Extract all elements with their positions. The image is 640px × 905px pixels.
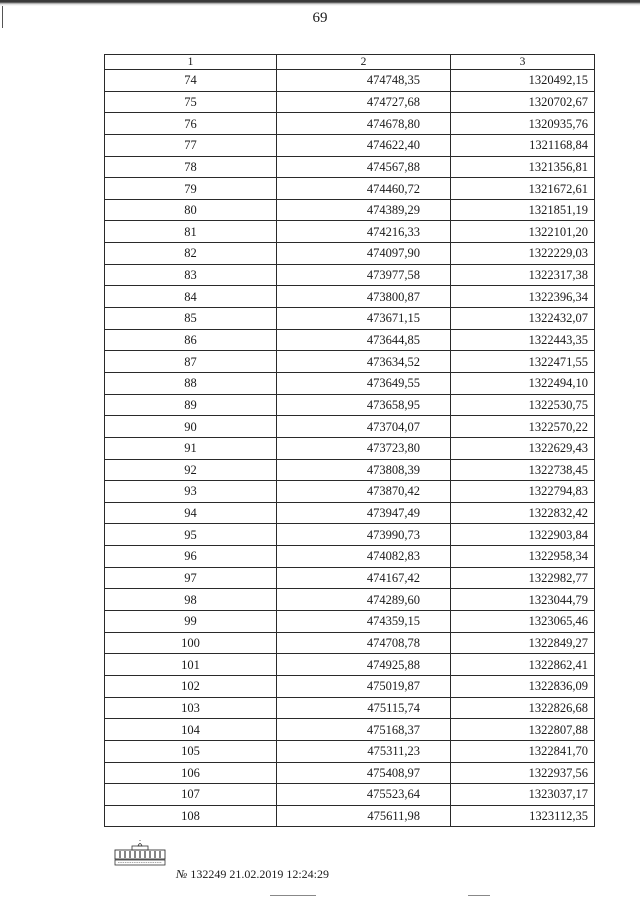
- x-coordinate-cell: 473644,85: [277, 329, 451, 351]
- table-row: [105, 351, 595, 373]
- table-row: [105, 459, 595, 481]
- point-number-cell: 91: [105, 437, 277, 459]
- table-row: [105, 264, 595, 286]
- x-coordinate-cell: 474216,33: [277, 221, 451, 243]
- y-coordinate-cell: 1323065,46: [451, 611, 595, 633]
- point-number-cell: 90: [105, 416, 277, 438]
- point-number-cell: 105: [105, 740, 277, 762]
- x-coordinate-cell: 474082,83: [277, 546, 451, 568]
- table-row: [105, 221, 595, 243]
- point-number-cell: 93: [105, 481, 277, 503]
- y-coordinate-cell: 1322317,38: [451, 264, 595, 286]
- table-row: [105, 329, 595, 351]
- table-row: [105, 156, 595, 178]
- table-row: [105, 199, 595, 221]
- y-coordinate-cell: 1320935,76: [451, 113, 595, 135]
- point-number-cell: 108: [105, 805, 277, 827]
- x-coordinate-cell: 474567,88: [277, 156, 451, 178]
- y-coordinate-cell: 1320702,67: [451, 91, 595, 113]
- point-number-cell: 97: [105, 567, 277, 589]
- registration-footer: [176, 867, 329, 882]
- y-coordinate-cell: 1321672,61: [451, 178, 595, 200]
- x-coordinate-cell: 473800,87: [277, 286, 451, 308]
- y-coordinate-cell: 1322841,70: [451, 740, 595, 762]
- y-coordinate-cell: 1322836,09: [451, 675, 595, 697]
- x-coordinate-cell: 474359,15: [277, 611, 451, 633]
- x-coordinate-cell: 473704,07: [277, 416, 451, 438]
- scan-bottom-mark: [270, 895, 316, 896]
- table-row: [105, 243, 595, 265]
- point-number-cell: 98: [105, 589, 277, 611]
- x-coordinate-cell: 474925,88: [277, 654, 451, 676]
- x-coordinate-cell: 474460,72: [277, 178, 451, 200]
- y-coordinate-cell: 1322494,10: [451, 372, 595, 394]
- column-header-x: 2: [277, 55, 451, 70]
- y-coordinate-cell: 1322807,88: [451, 719, 595, 741]
- x-coordinate-cell: 473870,42: [277, 481, 451, 503]
- table-row: [105, 589, 595, 611]
- table-row: [105, 372, 595, 394]
- x-coordinate-cell: 473649,55: [277, 372, 451, 394]
- column-header-y: 3: [451, 55, 595, 70]
- table-row: [105, 481, 595, 503]
- point-number-cell: 81: [105, 221, 277, 243]
- table-row: [105, 697, 595, 719]
- point-number-cell: 104: [105, 719, 277, 741]
- table-row: [105, 546, 595, 568]
- table-row: [105, 805, 595, 827]
- point-number-cell: 89: [105, 394, 277, 416]
- y-coordinate-cell: 1321356,81: [451, 156, 595, 178]
- y-coordinate-cell: 1322862,41: [451, 654, 595, 676]
- point-number-cell: 92: [105, 459, 277, 481]
- point-number-cell: 83: [105, 264, 277, 286]
- point-number-cell: 79: [105, 178, 277, 200]
- x-coordinate-cell: 473990,73: [277, 524, 451, 546]
- x-coordinate-cell: 475408,97: [277, 762, 451, 784]
- table-row: [105, 611, 595, 633]
- y-coordinate-cell: 1322937,56: [451, 762, 595, 784]
- x-coordinate-cell: 474167,42: [277, 567, 451, 589]
- point-number-cell: 77: [105, 134, 277, 156]
- table-row: [105, 416, 595, 438]
- y-coordinate-cell: 1323044,79: [451, 589, 595, 611]
- table-row: [105, 286, 595, 308]
- point-number-cell: 106: [105, 762, 277, 784]
- point-number-cell: 101: [105, 654, 277, 676]
- point-number-cell: 87: [105, 351, 277, 373]
- x-coordinate-cell: 475168,37: [277, 719, 451, 741]
- government-building-seal-icon: [112, 840, 168, 870]
- y-coordinate-cell: 1322832,42: [451, 502, 595, 524]
- point-number-cell: 85: [105, 308, 277, 330]
- table-row: [105, 437, 595, 459]
- y-coordinate-cell: 1322432,07: [451, 308, 595, 330]
- table-row: [105, 740, 595, 762]
- y-coordinate-cell: 1322396,34: [451, 286, 595, 308]
- y-coordinate-cell: 1322738,45: [451, 459, 595, 481]
- y-coordinate-cell: 1322530,75: [451, 394, 595, 416]
- table-row: [105, 308, 595, 330]
- number-sign: №: [176, 867, 188, 881]
- y-coordinate-cell: 1323112,35: [451, 805, 595, 827]
- table-row: [105, 675, 595, 697]
- x-coordinate-cell: 474389,29: [277, 199, 451, 221]
- point-number-cell: 94: [105, 502, 277, 524]
- x-coordinate-cell: 473977,58: [277, 264, 451, 286]
- point-number-cell: 88: [105, 372, 277, 394]
- point-number-cell: 86: [105, 329, 277, 351]
- y-coordinate-cell: 1322629,43: [451, 437, 595, 459]
- point-number-cell: 96: [105, 546, 277, 568]
- x-coordinate-cell: 474708,78: [277, 632, 451, 654]
- y-coordinate-cell: 1322101,20: [451, 221, 595, 243]
- x-coordinate-cell: 475019,87: [277, 675, 451, 697]
- table-row: [105, 567, 595, 589]
- x-coordinate-cell: 473634,52: [277, 351, 451, 373]
- y-coordinate-cell: 1322849,27: [451, 632, 595, 654]
- y-coordinate-cell: 1322903,84: [451, 524, 595, 546]
- point-number-cell: 84: [105, 286, 277, 308]
- table-header-row: [105, 55, 595, 70]
- page-number: 69: [312, 10, 328, 26]
- x-coordinate-cell: 475115,74: [277, 697, 451, 719]
- point-number-cell: 103: [105, 697, 277, 719]
- y-coordinate-cell: 1322570,22: [451, 416, 595, 438]
- point-number-cell: 100: [105, 632, 277, 654]
- column-header-point: 1: [105, 55, 277, 70]
- table-row: [105, 784, 595, 806]
- x-coordinate-cell: 474748,35: [277, 70, 451, 92]
- table-row: [105, 502, 595, 524]
- point-number-cell: 75: [105, 91, 277, 113]
- registration-text: 132249 21.02.2019 12:24:29: [190, 867, 329, 881]
- table-row: [105, 91, 595, 113]
- scan-bottom-mark: [468, 895, 490, 896]
- coordinates-table: [104, 54, 595, 827]
- y-coordinate-cell: 1320492,15: [451, 70, 595, 92]
- point-number-cell: 107: [105, 784, 277, 806]
- table-row: [105, 134, 595, 156]
- x-coordinate-cell: 473658,95: [277, 394, 451, 416]
- table-body: [105, 70, 595, 827]
- x-coordinate-cell: 473947,49: [277, 502, 451, 524]
- table-row: [105, 719, 595, 741]
- table-row: [105, 524, 595, 546]
- table-row: [105, 113, 595, 135]
- y-coordinate-cell: 1321851,19: [451, 199, 595, 221]
- table-row: [105, 762, 595, 784]
- y-coordinate-cell: 1322443,35: [451, 329, 595, 351]
- x-coordinate-cell: 474097,90: [277, 243, 451, 265]
- table-row: [105, 178, 595, 200]
- x-coordinate-cell: 474289,60: [277, 589, 451, 611]
- point-number-cell: 78: [105, 156, 277, 178]
- point-number-cell: 76: [105, 113, 277, 135]
- y-coordinate-cell: 1322982,77: [451, 567, 595, 589]
- point-number-cell: 102: [105, 675, 277, 697]
- y-coordinate-cell: 1322794,83: [451, 481, 595, 503]
- y-coordinate-cell: 1322229,03: [451, 243, 595, 265]
- y-coordinate-cell: 1322958,34: [451, 546, 595, 568]
- y-coordinate-cell: 1323037,17: [451, 784, 595, 806]
- table-row: [105, 394, 595, 416]
- table-row: [105, 632, 595, 654]
- point-number-cell: 74: [105, 70, 277, 92]
- y-coordinate-cell: 1322471,55: [451, 351, 595, 373]
- x-coordinate-cell: 474727,68: [277, 91, 451, 113]
- y-coordinate-cell: 1321168,84: [451, 134, 595, 156]
- x-coordinate-cell: 474622,40: [277, 134, 451, 156]
- point-number-cell: 80: [105, 199, 277, 221]
- table-row: [105, 654, 595, 676]
- x-coordinate-cell: 473723,80: [277, 437, 451, 459]
- table-row: [105, 70, 595, 92]
- x-coordinate-cell: 474678,80: [277, 113, 451, 135]
- x-coordinate-cell: 475611,98: [277, 805, 451, 827]
- point-number-cell: 82: [105, 243, 277, 265]
- point-number-cell: 95: [105, 524, 277, 546]
- x-coordinate-cell: 473671,15: [277, 308, 451, 330]
- x-coordinate-cell: 475311,23: [277, 740, 451, 762]
- x-coordinate-cell: 475523,64: [277, 784, 451, 806]
- point-number-cell: 99: [105, 611, 277, 633]
- scan-top-edge: [0, 0, 640, 6]
- x-coordinate-cell: 473808,39: [277, 459, 451, 481]
- y-coordinate-cell: 1322826,68: [451, 697, 595, 719]
